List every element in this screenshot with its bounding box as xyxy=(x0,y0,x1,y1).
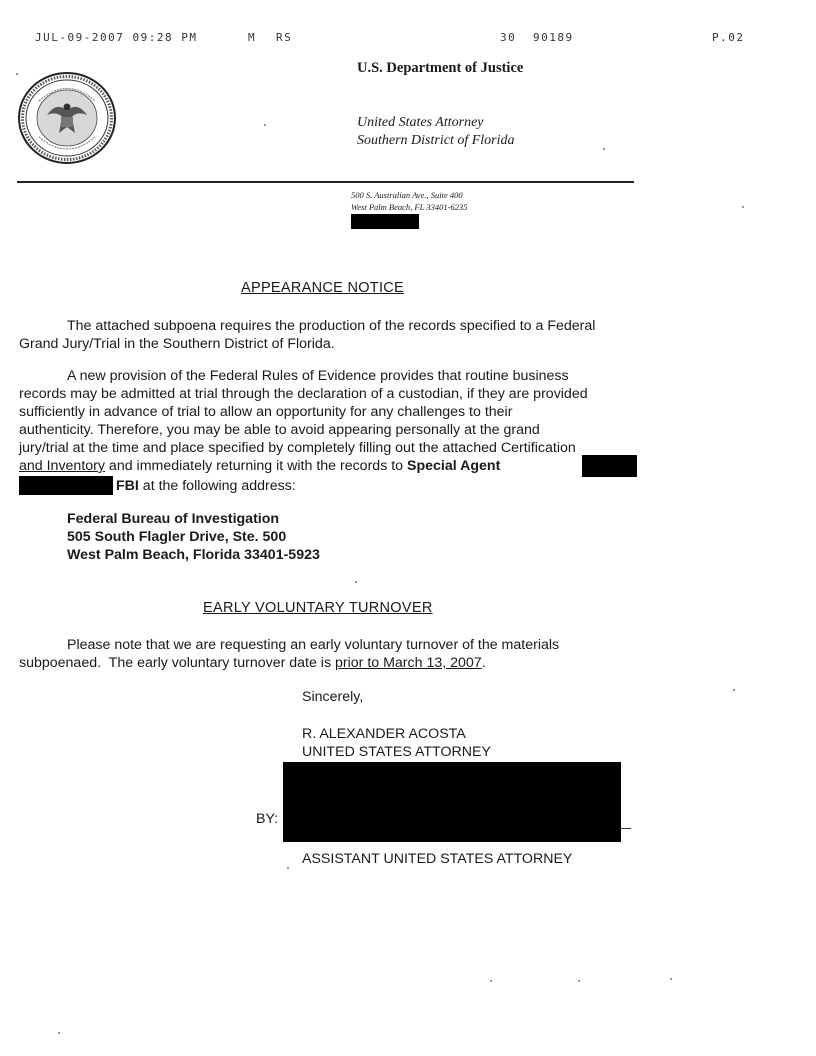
scan-speck xyxy=(264,124,266,126)
fbi-address-line2: 505 South Flagler Drive, Ste. 500 xyxy=(67,529,287,545)
office-line-1: United States Attorney xyxy=(357,115,484,130)
address-line-1: 500 S. Australian Ave., Suite 400 xyxy=(351,190,463,200)
scan-speck xyxy=(490,980,492,982)
redaction-agent-name-2 xyxy=(19,476,113,495)
signatory-name: R. ALEXANDER ACOSTA xyxy=(302,726,466,742)
address-line-2: West Palm Beach, FL 33401-6235 xyxy=(351,202,468,212)
fax-number-part2: 90189 xyxy=(533,31,574,44)
scan-speck xyxy=(355,581,357,583)
turnover-line2-text: subpoenaed. The early voluntary turnover date is xyxy=(19,655,335,671)
by-label: BY: xyxy=(256,811,279,827)
fax-sender-fragment-2: RS xyxy=(276,31,293,44)
fax-page-number: P.02 xyxy=(712,31,745,44)
para2-line3: sufficiently in advance of trial to allow an opportunity for any challenges to their xyxy=(19,404,513,420)
signatory-title: UNITED STATES ATTORNEY xyxy=(302,744,491,760)
scan-speck xyxy=(733,689,735,691)
turnover-line2-period: . xyxy=(481,655,486,671)
appearance-notice-title: APPEARANCE NOTICE xyxy=(241,280,405,296)
redaction-phone xyxy=(351,214,419,229)
signer-title: ASSISTANT UNITED STATES ATTORNEY xyxy=(302,851,573,867)
scan-speck xyxy=(58,1032,60,1034)
scan-speck xyxy=(578,980,580,982)
para2-line2: records may be admitted at trial through the declaration of a custodian, if they are provided xyxy=(19,386,588,402)
doj-seal-icon xyxy=(17,71,117,165)
special-agent-label: Special Agent xyxy=(407,458,501,474)
department-name: U.S. Department of Justice xyxy=(357,60,524,76)
turnover-line2 xyxy=(19,654,486,673)
fbi-address-line3: West Palm Beach, Florida 33401-5923 xyxy=(67,547,320,563)
scan-speck xyxy=(16,73,18,75)
scan-speck xyxy=(742,206,744,208)
fbi-label: FBI xyxy=(116,478,139,494)
redaction-agent-name-1 xyxy=(582,455,637,477)
letterhead-rule xyxy=(17,181,634,183)
para2-line5: jury/trial at the time and place specified by completely filling out the attached Certification xyxy=(19,440,576,456)
fax-sender-fragment: M xyxy=(248,31,257,44)
fax-datetime: JUL-09-2007 09:28 PM xyxy=(35,31,198,44)
scan-speck xyxy=(670,978,672,980)
turnover-date: prior to March 13, 2007 xyxy=(335,655,482,671)
closing: Sincerely, xyxy=(302,689,364,705)
para2-line1: A new provision of the Federal Rules of Evidence provides that routine business xyxy=(67,368,569,384)
para2-line7-rest: at the following address: xyxy=(138,478,296,494)
fbi-address-line1: Federal Bureau of Investigation xyxy=(67,511,280,527)
turnover-title: EARLY VOLUNTARY TURNOVER xyxy=(203,600,433,616)
fax-number-part1: 30 xyxy=(500,31,517,44)
certification-inventory-text: and Inventory xyxy=(19,458,105,474)
signature-line-tail xyxy=(621,828,631,829)
para2-line4: authenticity. Therefore, you may be able to avoid appearing personally at the grand xyxy=(19,422,540,438)
para2-line6 xyxy=(19,457,500,476)
para1-line2: Grand Jury/Trial in the Southern District of Florida. xyxy=(19,336,335,352)
turnover-line1: Please note that we are requesting an early voluntary turnover of the materials xyxy=(67,637,560,653)
para2-line7 xyxy=(116,477,296,496)
scan-speck xyxy=(603,148,605,150)
para2-line6-middle: and immediately returning it with the records to xyxy=(104,458,408,474)
office-line-2: Southern District of Florida xyxy=(357,133,515,148)
redaction-signature xyxy=(283,762,621,842)
para1-line1: The attached subpoena requires the production of the records specified to a Federal xyxy=(67,318,596,334)
scan-speck xyxy=(287,867,289,869)
